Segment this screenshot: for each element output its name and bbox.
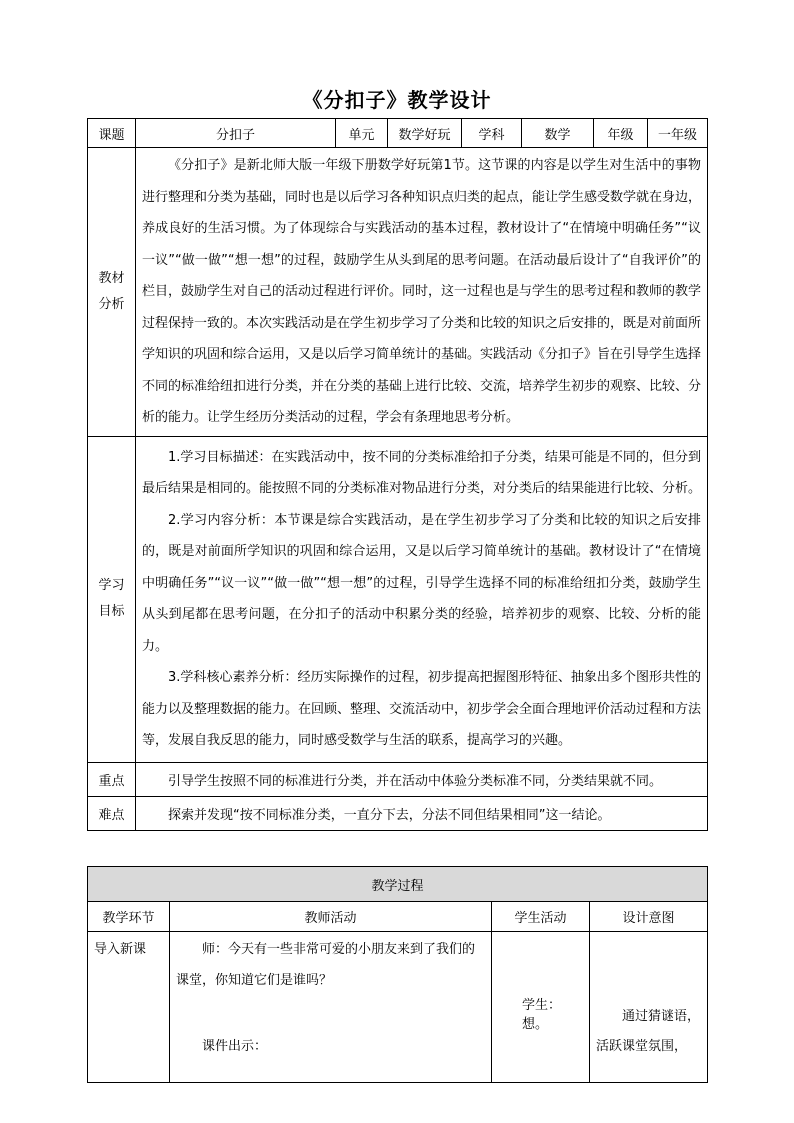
process-row-intro [88, 932, 708, 1083]
goals-row [88, 436, 708, 762]
goal-item-3: 3.学科核心素养分析：经历实际操作的过程，初步提高把握图形特征、抽象出多个图形共性的能力以及整理数据的能力。在回顾、整理、交流活动中，初步学会全面合理地评价活动过程和方法等，发展自我反思的能力，同时感受数学与生活的联系，提高学习的兴趣。 [142, 670, 702, 748]
key-point-label: 重点 [88, 762, 136, 796]
student-activity-cell [492, 932, 590, 1083]
teaching-process-table [87, 866, 708, 1083]
subject-value: 数学 [522, 119, 594, 148]
difficulty-label: 难点 [88, 796, 136, 830]
analysis-row [88, 148, 708, 437]
analysis-text: 《分扣子》是新北师大版一年级下册数学好玩第1节。这节课的内容是以学生对生活中的事物进行整理和分类为基础，同时也是以后学习各种知识点归类的起点，能让学生感受数学就在身边，养成良好的生活习惯。为了体现综合与实践活动的基本过程，教材设计了“在情境中明确任务”“议一议”“做一做”“想一想”的过程，鼓励学生从头到尾的思考问题。在活动最后设计了“自我评价”的栏目，鼓励学生对自己的活动过程进行评价。同时，这一过程也是与学生的思考过程和教师的教学过程保持一致的。本次实践活动是在学生初步学习了分类和比较的知识之后安排的，既是对前面所学知识的巩固和综合运用，又是以后学习简单统计的基础。实践活动《分扣子》旨在引导学生选择不同的标准给纽扣进行分类，并在分类的基础上进行比较、交流，培养学生初步的观察、比较、分析的能力。让学生经历分类活动的过程，学会有条理地思考分析。 [136, 148, 708, 437]
teacher-activity-cell [170, 932, 492, 1083]
grade-label: 年级 [594, 119, 648, 148]
difficulty-text: 探索并发现“按不同标准分类，一直分下去，分法不同但结果相同”这一结论。 [136, 796, 708, 830]
teacher-line-2: 课件出示： [202, 1039, 268, 1054]
course-value: 分扣子 [136, 119, 336, 148]
course-label: 课题 [88, 119, 136, 148]
student-header: 学生活动 [492, 902, 590, 932]
process-banner-row [88, 867, 708, 902]
stage-cell: 导入新课 [88, 932, 170, 1083]
subject-label: 学科 [462, 119, 522, 148]
teacher-header: 教师活动 [170, 902, 492, 932]
lesson-info-table [87, 118, 708, 831]
page-title: 《分扣子》教学设计 [302, 88, 492, 112]
key-point-text: 引导学生按照不同的标准进行分类，并在活动中体验分类标准不同，分类结果就不同。 [136, 762, 708, 796]
intent-header: 设计意图 [590, 902, 708, 932]
info-row [88, 119, 708, 148]
stage-header: 教学环节 [88, 902, 170, 932]
unit-value: 数学好玩 [388, 119, 462, 148]
grade-value: 一年级 [648, 119, 708, 148]
design-intent-cell [590, 932, 708, 1083]
teacher-line-1: 师：今天有一些非常可爱的小朋友来到了我们的课堂，你知道它们是谁吗？ [176, 942, 476, 988]
process-header-row [88, 902, 708, 932]
student-activity-text: 学生：想。 [522, 998, 562, 1032]
goals-content [136, 436, 708, 762]
design-intent-text: 通过猜谜语，活跃课堂氛围， [596, 1009, 701, 1054]
process-banner: 教学过程 [88, 867, 708, 902]
analysis-label: 教材分析 [88, 148, 136, 437]
goals-label: 学习目标 [88, 436, 136, 762]
difficulty-row [88, 796, 708, 830]
goal-item-2: 2.学习内容分析：本节课是综合实践活动，是在学生初步学习了分类和比较的知识之后安排的，既是对前面所学知识的巩固和综合运用，又是以后学习简单统计的基础。教材设计了“在情境中明确任务”“议一议”“做一做”“想一想”的过程，引导学生选择不同的标准给纽扣分类，鼓励学生从头到尾都在思考问题，在分扣子的活动中积累分类的经验，培养初步的观察、比较、分析的能力。 [142, 512, 701, 654]
key-point-row [88, 762, 708, 796]
unit-label: 单元 [336, 119, 388, 148]
goal-item-1: 1.学习目标描述：在实践活动中，按不同的分类标准给扣子分类，结果可能是不同的，但分到最后结果是相同的。能按照不同的分类标准对物品进行分类，对分类后的结果能进行比较、分析。 [142, 449, 702, 496]
